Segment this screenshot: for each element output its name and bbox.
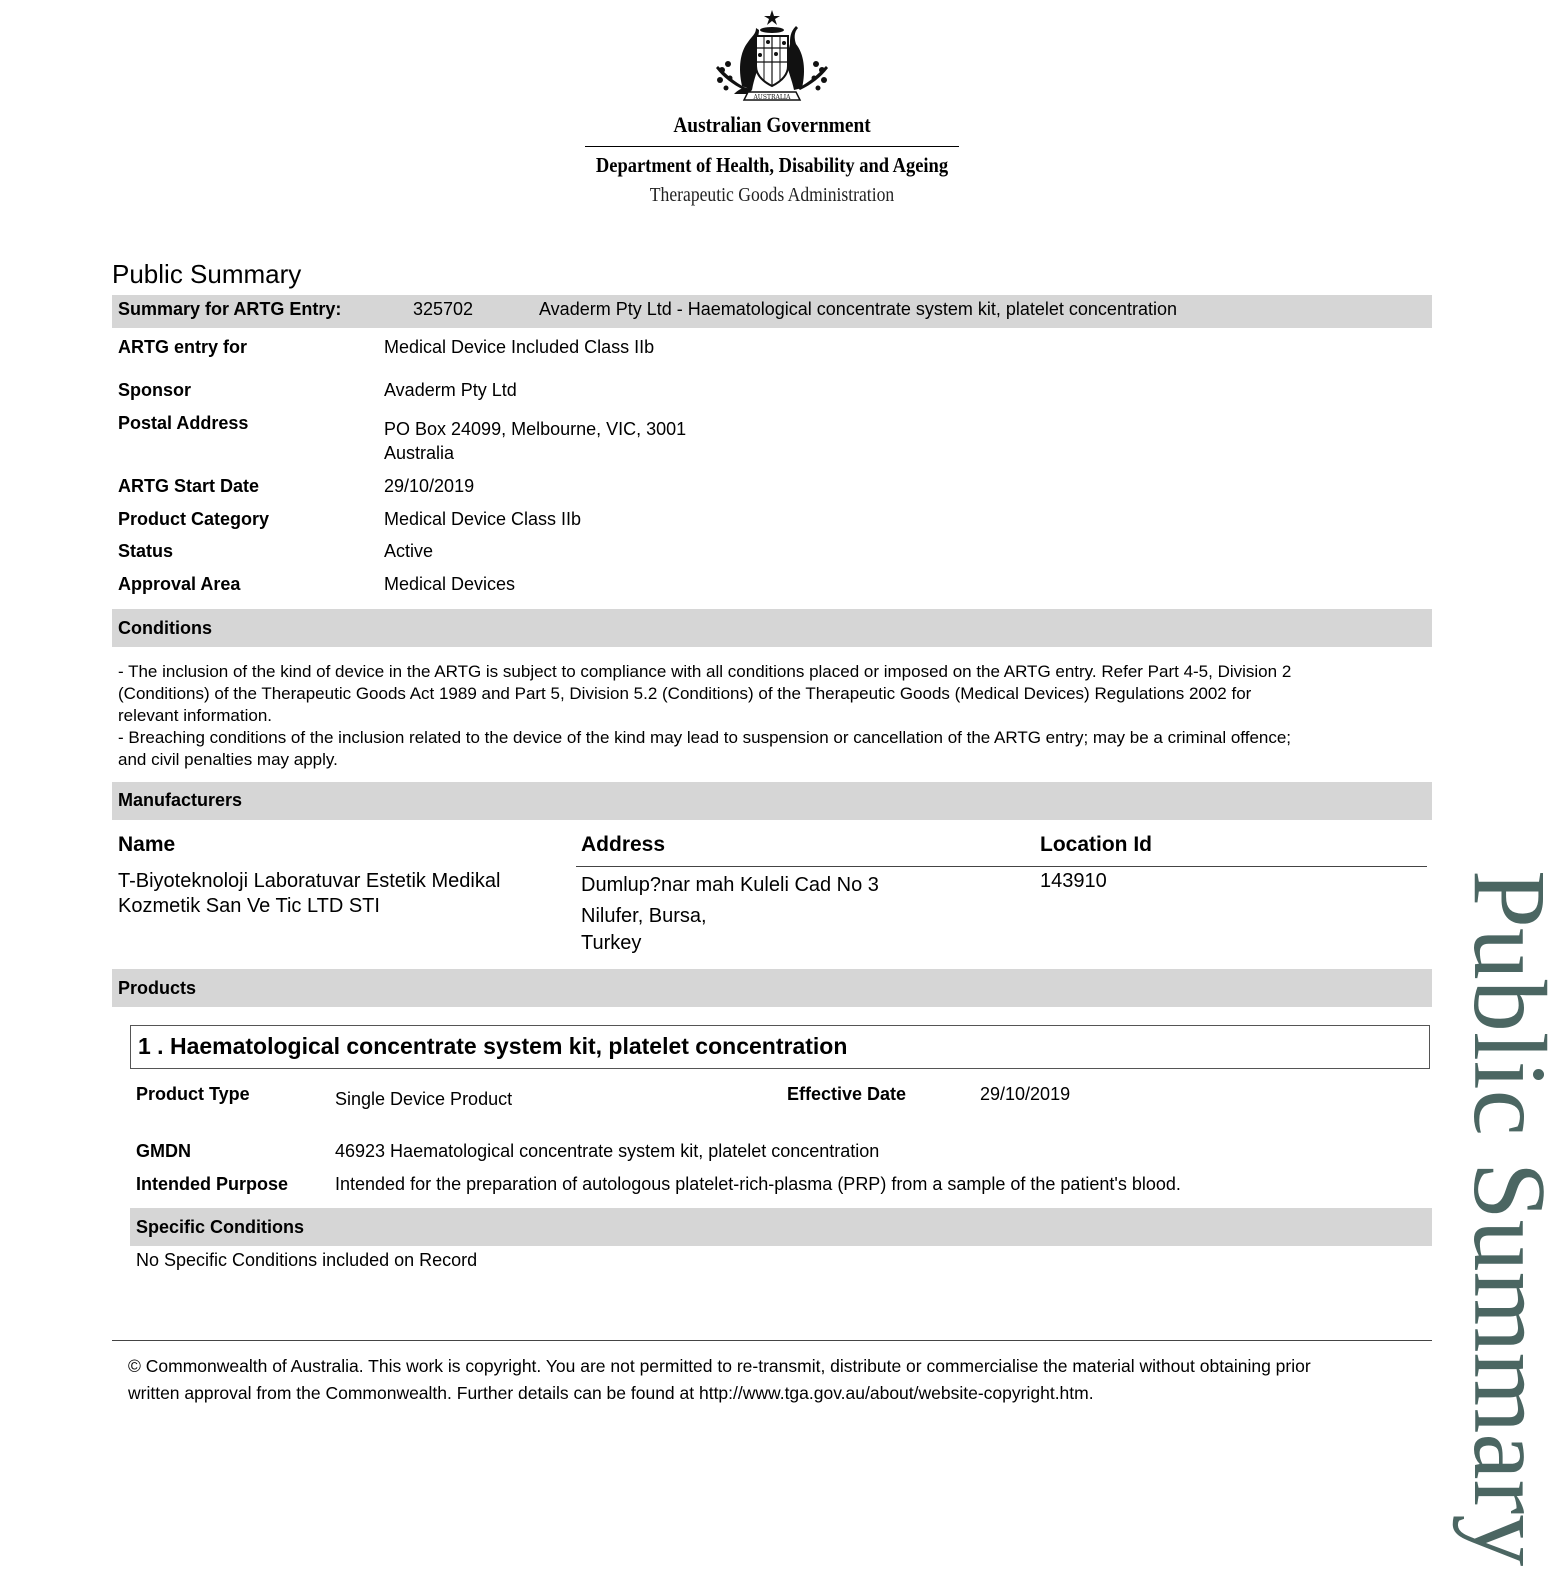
crest-motto: AUSTRALIA [753,94,791,101]
footer-divider [112,1340,1432,1341]
product-type-label: Product Type [136,1084,250,1104]
manufacturer-location-header: Location Id [1040,833,1152,856]
product-type-value: Single Device Product [335,1089,513,1109]
manufacturer-address-line1: Dumlup?nar mah Kuleli Cad No 3 [581,874,879,896]
coat-of-arms-logo [712,8,832,106]
artg-entry-number: 325702 [413,299,474,319]
public-summary-watermark: Public Summary [1452,870,1567,1567]
postal-address-label: Postal Address [118,413,249,433]
artg-entry-for-value: Medical Device Included Class IIb [384,337,655,357]
sponsor-value: Avaderm Pty Ltd [384,380,517,400]
manufacturer-location-id: 143910 [1040,870,1107,892]
effective-date-value: 29/10/2019 [980,1084,1071,1104]
department-name: Department of Health, Disability and Ageing [595,153,949,177]
gmdn-value: 46923 Haematological concentrate system kit, platelet concentration [335,1141,880,1161]
start-date-value: 29/10/2019 [384,476,475,496]
conditions-text [118,661,1428,771]
specific-conditions-heading: Specific Conditions [136,1217,305,1237]
product-category-value: Medical Device Class IIb [384,509,582,529]
status-value: Active [384,541,434,561]
conditions-heading: Conditions [118,618,212,638]
conditions-line: relevant information. [118,706,273,725]
postal-address-line2: Australia [384,443,455,463]
copyright-line: © Commonwealth of Australia. This work is copyright. You are not permitted to re-transmit, distribute or commercialise the material without obtaining prior [128,1356,1311,1376]
product-category-label: Product Category [118,509,270,529]
sponsor-label: Sponsor [118,380,192,400]
manufacturer-name-header: Name [118,833,176,856]
artg-entry-title: Avaderm Pty Ltd - Haematological concentrate system kit, platelet concentration [539,299,1177,319]
manufacturer-name-line1: T-Biyoteknoloji Laboratuvar Estetik Medikal [118,870,501,892]
summary-band [112,295,1432,328]
gmdn-label: GMDN [136,1141,191,1161]
conditions-line: - Breaching conditions of the inclusion related to the device of the kind may lead to suspension or cancellation of the ARTG entry; may be a criminal offence; [118,728,1292,747]
copyright-line: written approval from the Commonwealth. Further details can be found at http://www.tga.gov.au/about/website-copyright.htm. [128,1383,1094,1403]
summary-label: Summary for ARTG Entry: [118,299,342,319]
start-date-label: ARTG Start Date [118,476,260,496]
effective-date-label: Effective Date [787,1084,907,1104]
manufacturer-address-line3: Turkey [581,932,642,954]
conditions-line: - The inclusion of the kind of device in the ARTG is subject to compliance with all conditions placed or imposed on the ARTG entry. Refer Part 4-5, Division 2 [118,662,1292,681]
conditions-line: (Conditions) of the Therapeutic Goods Act 1989 and Part 5, Division 5.2 (Conditions) of the Therapeutic Goods (Medical Devices) Regulations 2002 for [118,684,1252,703]
status-label: Status [118,541,174,561]
products-band [112,969,1432,1007]
postal-address-line1: PO Box 24099, Melbourne, VIC, 3001 [384,419,687,439]
manufacturer-name-line2: Kozmetik San Ve Tic LTD STI [118,895,380,917]
intended-purpose-value: Intended for the preparation of autologous platelet-rich-plasma (PRP) from a sample of the patient's blood. [335,1174,1181,1194]
specific-conditions-band [130,1208,1432,1246]
artg-entry-for-label: ARTG entry for [118,337,248,357]
intended-purpose-label: Intended Purpose [136,1174,289,1194]
page-title: Public Summary [112,259,302,289]
specific-conditions-value: No Specific Conditions included on Record [136,1250,478,1270]
product-title: 1 . Haematological concentrate system kit, platelet concentration [138,1033,848,1059]
manufacturer-address-line2: Nilufer, Bursa, [581,905,707,927]
agency-name: Therapeutic Goods Administration [649,184,895,206]
product-title-box [130,1025,1430,1069]
government-title: Australian Government [673,112,871,137]
approval-area-label: Approval Area [118,574,241,594]
header-divider [585,146,959,147]
manufacturer-header-rule [576,866,1427,867]
manufacturer-address-header: Address [581,833,666,856]
conditions-band [112,609,1432,647]
approval-area-value: Medical Devices [384,574,516,594]
manufacturers-heading: Manufacturers [118,790,243,810]
conditions-line: and civil penalties may apply. [118,750,338,769]
products-heading: Products [118,978,197,998]
copyright-notice [128,1353,1428,1407]
manufacturers-band [112,782,1432,820]
